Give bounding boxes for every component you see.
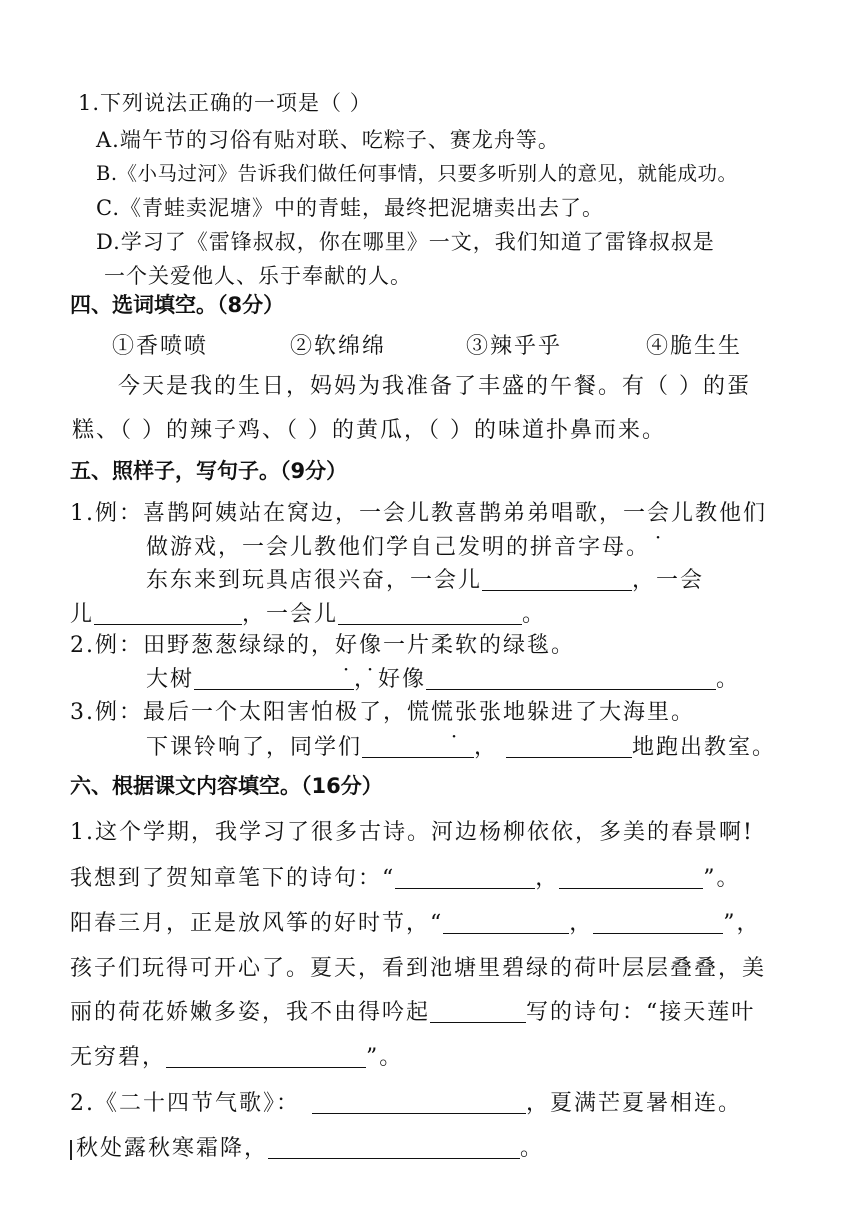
answer-blank[interactable] [426, 667, 716, 690]
word-option-2: ②软绵绵 [290, 334, 387, 359]
example-1-post: 教他们 [695, 501, 768, 526]
poem-para-line2 [70, 864, 741, 894]
example-1-l2-end: 教他们学自己发明的拼音字母。 [314, 535, 651, 560]
line2-text-b: ， [535, 866, 560, 891]
example-1-mid: 教喜鹊弟弟唱歌， [431, 501, 624, 526]
line2-text-c: ”。 [703, 866, 741, 891]
task-2-text-b: ，好像 [354, 667, 427, 692]
task-3-text-b: ， [474, 735, 499, 760]
option-a: A.端午节的习俗有贴对联、吃粽子、赛龙舟等。 [96, 128, 560, 152]
line8-text-b: 。 [520, 1136, 545, 1161]
word-option-3: ③辣乎乎 [466, 334, 563, 359]
line5-text-a: 丽的荷花娇嫩多姿，我不由得吟起 [70, 1000, 431, 1025]
answer-blank[interactable] [506, 735, 632, 758]
example-3-end: 地躲进了大海里。 [503, 700, 696, 725]
example-2-end: 一片柔软的绿毯。 [383, 633, 576, 658]
line6-text-b: ”。 [366, 1045, 404, 1070]
example-1-l2-start: 做游戏， [146, 535, 243, 560]
task-1-line1 [146, 566, 704, 596]
task-3-text-c: 地跑出教室。 [632, 735, 777, 760]
word-option-4: ④脆生生 [646, 334, 743, 359]
line7-text-b: ，夏满芒夏暑相连。 [526, 1091, 743, 1116]
task-1-text-d: ，一会儿 [242, 602, 339, 627]
word-option-1: ①香喷喷 [112, 334, 209, 359]
answer-blank[interactable] [362, 735, 474, 758]
example-3-line [70, 698, 695, 728]
fill-paragraph-line1: 今天是我的生日，妈妈为我准备了丰盛的午餐。有（ ）的蛋 [118, 374, 751, 399]
answer-blank[interactable] [268, 1136, 520, 1159]
example-1-line2 [146, 533, 650, 563]
poem-para-line3 [70, 909, 761, 939]
answer-blank[interactable] [312, 1091, 526, 1114]
task-2-text-c: 。 [716, 667, 741, 692]
task-3-line [146, 733, 776, 763]
example-2-start: 2.例：田野葱葱绿绿的， [70, 633, 335, 658]
answer-blank[interactable] [443, 911, 569, 934]
task-1-text-e: 。 [522, 602, 547, 627]
task-1-text-b: ，一会 [632, 568, 705, 593]
answer-blank[interactable] [559, 866, 703, 889]
question-1-stem: 1.下列说法正确的一项是（ ） [78, 91, 372, 115]
section-5-heading: 五、照样子，写句子。（9分） [70, 459, 348, 483]
section-4-heading: 四、选词填空。（8分） [70, 293, 285, 317]
line3-text-a: 阳春三月，正是放风筝的好时节，“ [70, 911, 444, 936]
option-c: C.《青蛙卖泥塘》中的青蛙，最终把泥塘卖出去了。 [96, 196, 604, 220]
answer-blank[interactable] [94, 602, 242, 625]
poem-para-line6 [70, 1043, 403, 1073]
option-d-line1: D.学习了《雷锋叔叔，你在哪里》一文，我们知道了雷锋叔叔是 [96, 230, 715, 254]
keyword-yihuier: 一会儿 [623, 501, 696, 526]
line2-text-a: 我想到了贺知章笔下的诗句：“ [70, 866, 396, 891]
answer-blank[interactable] [338, 602, 522, 625]
answer-blank[interactable] [593, 911, 723, 934]
keyword-hao: 好 [335, 633, 360, 658]
example-1-line1 [70, 499, 767, 529]
poem-para-line1: 1.这个学期，我学习了很多古诗。河边杨柳依依，多美的春景啊! [70, 820, 754, 845]
poem-para-line5 [70, 998, 755, 1028]
example-3-start: 3.例：最后一个太阳害怕极了， [70, 700, 407, 725]
answer-blank[interactable] [430, 1000, 526, 1023]
task-1-text-c: 儿 [70, 602, 95, 627]
solar-terms-line1 [70, 1089, 742, 1119]
line3-text-b: ， [569, 911, 594, 936]
line8-text-a: 秋处露秋寒霜降， [76, 1136, 269, 1161]
keyword-yihuier: 一会儿 [359, 501, 432, 526]
poem-para-line4: 孩子们玩得可开心了。夏天，看到池塘里碧绿的荷叶层层叠叠，美 [70, 956, 767, 981]
keyword-xiang: 像 [359, 633, 384, 658]
answer-blank[interactable] [166, 1045, 366, 1068]
line7-text-a: 2.《二十四节气歌》： [70, 1091, 300, 1116]
task-2-line [146, 665, 740, 695]
answer-blank[interactable] [482, 568, 632, 591]
task-1-text-a: 东东来到玩具店很兴奋，一会儿 [146, 568, 483, 593]
example-1-prefix: 1.例：喜鹊阿姨站在窝边， [70, 501, 359, 526]
answer-blank[interactable] [395, 866, 535, 889]
line6-text-a: 无穷碧， [70, 1045, 167, 1070]
option-b: B.《小马过河》告诉我们做任何事情，只要多听别人的意见，就能成功。 [96, 162, 738, 185]
section-6-heading: 六、根据课文内容填空。（16分） [70, 774, 383, 798]
option-d-line2: 一个关爱他人、乐于奉献的人。 [104, 264, 412, 288]
answer-blank[interactable] [194, 667, 354, 690]
fill-paragraph-line2: 糕、（ ）的辣子鸡、（ ）的黄瓜，（ ）的味道扑鼻而来。 [72, 418, 666, 443]
solar-terms-line2 [76, 1134, 544, 1164]
line3-text-c: ”， [723, 911, 761, 936]
line5-text-b: 写的诗句：“接天莲叶 [526, 1000, 756, 1025]
task-1-line2 [70, 600, 546, 630]
keyword-yihuier: 一会儿 [242, 535, 315, 560]
task-3-text-a: 下课铃响了，同学们 [146, 735, 363, 760]
example-2-line [70, 631, 575, 661]
task-2-text-a: 大树 [146, 667, 195, 692]
keyword-huanghuangzhangzhang: 慌慌张张 [407, 700, 504, 725]
